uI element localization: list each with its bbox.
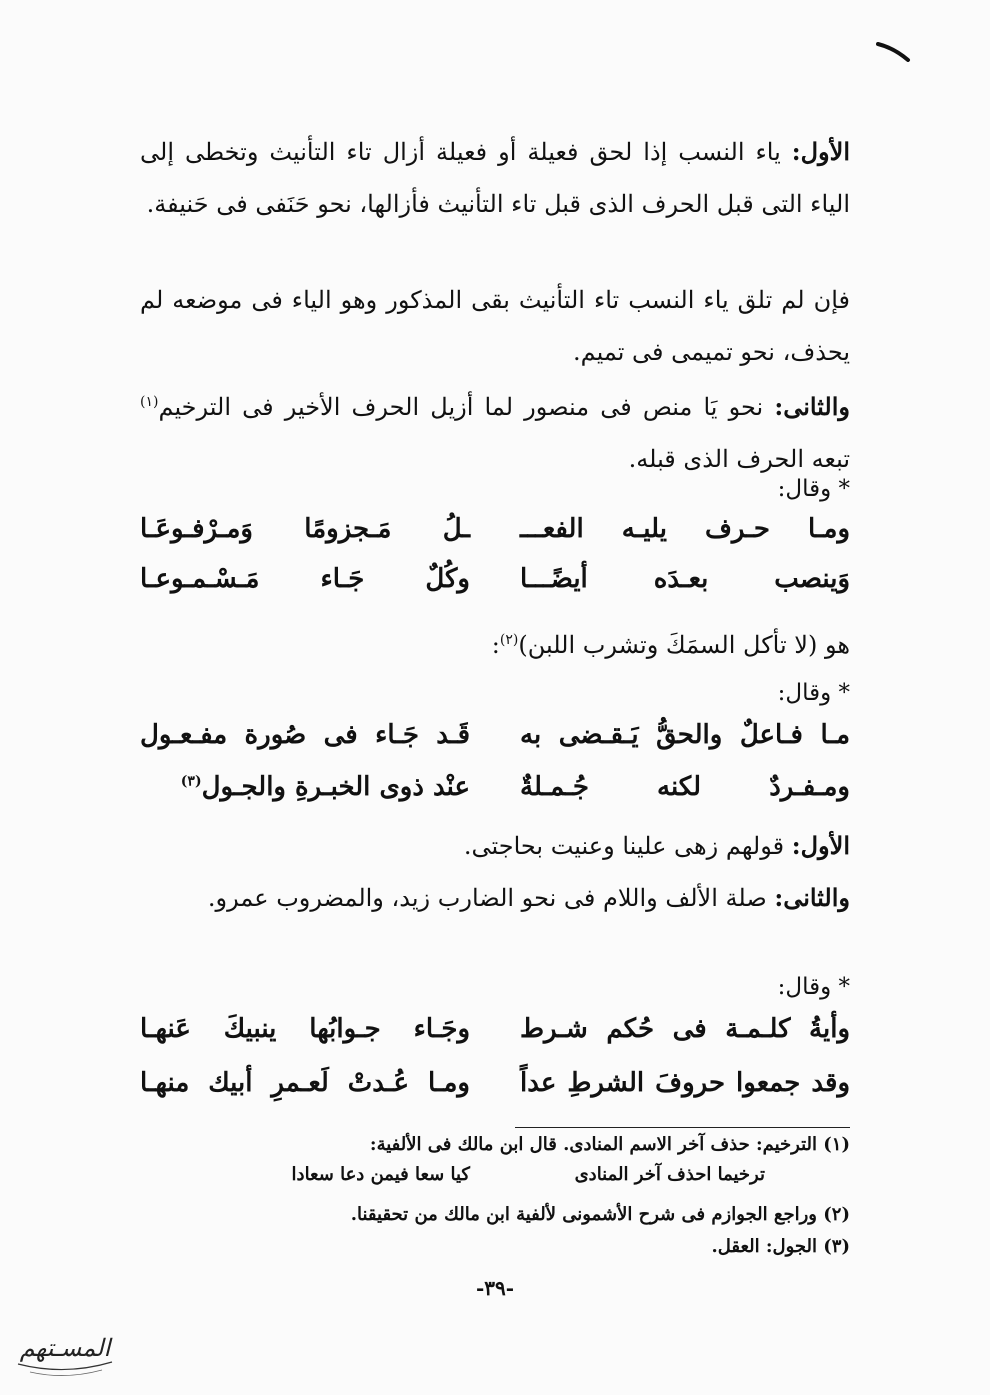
verse-hemistich-second: ومـا عُـدتْ لَعـمرِ أبيك منهـا: [140, 1068, 470, 1098]
paragraph-tail: تبعه الحرف الذى قبله.: [628, 445, 850, 473]
footnote-verse-second: كيا سعا فيمن دعا سعادا: [291, 1164, 470, 1185]
paragraph-body: هو (لا تأكل السمَكَ وتشرب اللبن): [518, 631, 850, 659]
footnote-3: (٣) الجول: العقل.: [711, 1236, 850, 1257]
logo-text: المسـتهم: [19, 1334, 111, 1362]
verse-hemistich-first: مـا فـاعلٌ والحقُّ يَـقـضى به: [520, 720, 850, 750]
verse-line: [140, 720, 850, 764]
verse-line: [140, 772, 850, 816]
verse-line: [140, 1068, 850, 1112]
paragraph-lead: والثانى:: [774, 392, 850, 421]
footnote-verse-first: ترخيما احذف آخر المنادى: [574, 1164, 765, 1185]
paragraph-lead: الأول:: [791, 831, 850, 860]
paragraph-body: ياء النسب إذا لحق فعيلة أو فعيلة أزال تاء التأنيث وتخطى إلى الياء التى قبل الحرف الذى قبل تاء التأنيث فأزالها، نحو حَنَفى فى حَنيفة.: [140, 138, 850, 218]
verse-line: [140, 514, 850, 558]
verse-hemistich-second: وجَـاء جـوابُها ينبيكَ عَنهـا: [140, 1014, 470, 1044]
paragraph-body: فإن لم تلق ياء النسب تاء التأنيث بقى المذكور وهو الياء فى موضعه لم يحذف، نحو تميمى فى تميم.: [140, 286, 850, 366]
verse-hemistich-first: ومـا حـرف يليـه الفعـــ: [520, 514, 850, 544]
paragraph-lead: الأول:: [791, 137, 850, 166]
paragraph-lead: والثانى:: [774, 883, 850, 912]
footnote-1: (١) الترخيم: حذف آخر الاسم المنادى. قال ابن مالك فى الألفية:: [369, 1134, 850, 1155]
verse-hemistich-first: ومـفـردٌ لكنه جُـمـلةٌ: [520, 772, 850, 802]
paragraph-first-example: [140, 820, 850, 872]
said-label: * وقال:: [777, 476, 850, 502]
paragraph-second-rule: [140, 376, 850, 485]
verse-line: [140, 564, 850, 608]
page-number: -٣٩-: [475, 1276, 515, 1300]
page-corner-mark: [876, 40, 912, 62]
footnote-ref: (٢): [499, 632, 519, 648]
paragraph-answer: [140, 614, 850, 671]
footnote-ref: (١): [140, 394, 159, 410]
verse-hemistich-first: وأيةُ كلـمـة فى حُكم شـرط: [520, 1014, 850, 1044]
verse-hemistich-second: [140, 772, 470, 802]
paragraph-body: نحو يَا منص فى منصور لما أزيل الحرف الأخير فى الترخيم: [158, 393, 775, 421]
verse-hemistich-first: وَينصب بعـدَه أيضًـــا: [520, 564, 850, 594]
paragraph-tail: :: [491, 631, 500, 659]
footnote-divider: [515, 1127, 850, 1128]
paragraph-body: صلة الألف واللام فى نحو الضارب زيد، والمضروب عمرو.: [207, 884, 775, 912]
footnote-2: (٢) وراجع الجوازم فى شرح الأشمونى لألفية ابن مالك من تحقيقنا.: [350, 1204, 850, 1225]
verse-hemistich-first: وقد جمعوا حروفَ الشرطِ عداً: [520, 1068, 850, 1098]
footnote-ref: (٣): [180, 773, 202, 790]
verse-hemistich-second: وكُلٌ جَـاء مَـسْـمـوعـا: [140, 564, 470, 594]
verse-hemistich-second: ـلُ مَـجزومًا وَمـرْفـوعَـا: [140, 514, 470, 544]
said-label: * وقال:: [777, 974, 850, 1000]
verse-line: [140, 1014, 850, 1058]
verse-hemistich-second: قَـد جَـاء فى صُورة مفـعـول: [140, 720, 470, 750]
publisher-logo: [10, 1318, 120, 1384]
paragraph-second-example: [140, 872, 850, 924]
paragraph-first-rule: [140, 126, 850, 230]
verse-text: عنْد ذوى الخبـرةِ والجـول: [201, 772, 470, 802]
paragraph-exception: [140, 274, 850, 378]
paragraph-body: قولهم زهى علينا وعنيت بحاجتى.: [463, 832, 792, 860]
said-label: * وقال:: [777, 680, 850, 706]
